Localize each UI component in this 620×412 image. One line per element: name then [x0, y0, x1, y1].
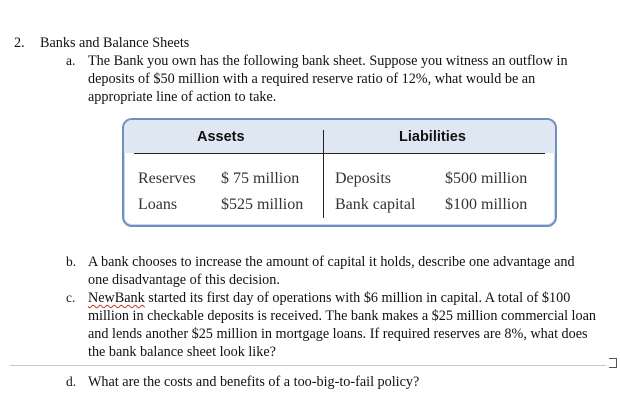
part-c-line-4: the bank balance sheet look like? — [88, 344, 276, 360]
asset-loans-value: $525 million — [221, 196, 304, 213]
part-a-line-3: appropriate line of action to take. — [88, 89, 277, 105]
part-c-line-1-rest: started its first day of operations with $6 million in capital. A total of $100 — [144, 290, 571, 306]
question-number: 2. — [14, 35, 25, 51]
balance-sheet-table — [122, 118, 557, 227]
part-c-line-3: and lends another $25 million in mortgage loans. If required reserves are 8%, what does — [88, 326, 588, 342]
header-divider — [134, 153, 545, 154]
newbank-word: NewBank — [88, 290, 145, 306]
asset-reserves-label: Reserves — [138, 170, 196, 187]
column-divider — [323, 130, 324, 218]
part-d-text: What are the costs and benefits of a too-big-to-fail policy? — [88, 374, 420, 390]
liability-deposits-label: Deposits — [335, 170, 391, 187]
liability-deposits-value: $500 million — [445, 170, 528, 187]
part-a-line-2: deposits of $50 million with a required reserve ratio of 12%, what would be an — [88, 71, 536, 87]
part-a-line-1: The Bank you own has the following bank sheet. Suppose you witness an outflow in — [88, 53, 568, 69]
part-c-line-1 — [88, 289, 570, 307]
liabilities-header: Liabilities — [399, 129, 466, 145]
question-title: Banks and Balance Sheets — [40, 35, 190, 51]
part-c-label: c. — [66, 290, 76, 305]
part-b-line-1: A bank chooses to increase the amount of capital it holds, describe one advantage and — [88, 254, 575, 270]
assets-header: Assets — [197, 129, 245, 145]
part-a-label: a. — [66, 53, 76, 68]
asset-loans-label: Loans — [138, 196, 178, 213]
liability-capital-value: $100 million — [445, 196, 528, 213]
page-divider — [10, 365, 606, 366]
part-d-label: d. — [66, 374, 77, 389]
liability-capital-label: Bank capital — [335, 196, 416, 213]
part-b-label: b. — [66, 254, 77, 269]
part-b-line-2: one disadvantage of this decision. — [88, 272, 280, 288]
table-header-band — [124, 120, 555, 153]
part-c-line-2: million in checkable deposits is received. The bank makes a $25 million commercial loan — [88, 308, 596, 324]
margin-marker-icon — [609, 358, 617, 368]
asset-reserves-value: $ 75 million — [221, 170, 300, 187]
